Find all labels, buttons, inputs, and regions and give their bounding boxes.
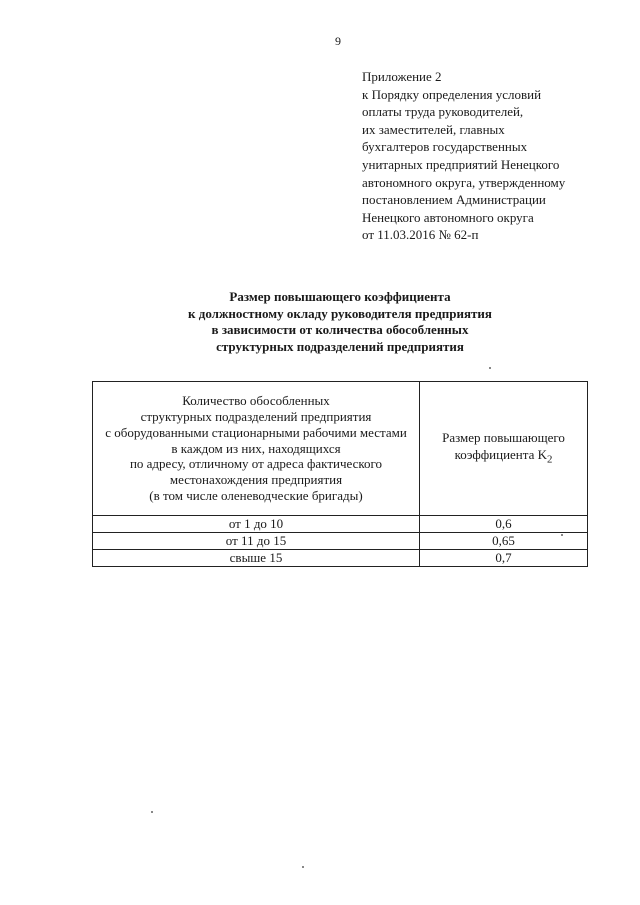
row-value: 0,6 [420, 516, 588, 533]
row-range: от 1 до 10 [93, 516, 420, 533]
row-value: 0,7 [420, 550, 588, 567]
title-line: структурных подразделений предприятия [216, 338, 464, 354]
row-range: от 11 до 15 [93, 533, 420, 550]
annex-line: постановлением Администрации [362, 192, 546, 208]
header-line: в каждом из них, находящихся [171, 440, 341, 456]
header-coefficient-label: коэффициента K [454, 446, 547, 462]
page-number: 9 [335, 34, 341, 48]
annex-block [362, 68, 565, 244]
row-value: 0,65 [420, 533, 588, 550]
annex-line: от 11.03.2016 № 62-п [362, 227, 479, 243]
header-line: Размер повышающего [442, 429, 565, 445]
annex-line: бухгалтеров государственных [362, 139, 528, 155]
header-line: Количество обособленных [182, 393, 330, 409]
annex-line: к Порядку определения условий [362, 86, 542, 102]
coefficient-table [92, 381, 588, 567]
title-line: в зависимости от количества обособленных [211, 322, 469, 337]
header-coefficient-subscript: 2 [547, 453, 553, 466]
annex-line: Приложение 2 [362, 69, 442, 84]
annex-line: их заместителей, главных [362, 121, 505, 137]
scan-speck [151, 811, 153, 813]
title-line: Размер повышающего коэффициента [229, 289, 451, 304]
table-row [93, 550, 588, 567]
annex-line: автономного округа, утвержденному [362, 174, 566, 190]
annex-line: унитарных предприятий Ненецкого [362, 156, 560, 172]
scan-speck [489, 367, 491, 369]
annex-line: оплаты труда руководителей, [362, 104, 524, 120]
table-row [93, 533, 588, 550]
header-line: местонахождения предприятия [169, 472, 343, 488]
annex-line: Ненецкого автономного округа [362, 209, 534, 225]
header-line: по адресу, отличному от адреса фактического [129, 456, 383, 472]
header-cell-coefficient [420, 382, 588, 516]
header-line [420, 446, 587, 469]
row-range: свыше 15 [93, 550, 420, 567]
scan-speck [302, 866, 304, 868]
table-row [93, 516, 588, 533]
title-line: к должностному окладу руководителя предприятия [188, 305, 492, 321]
header-line: с оборудованными стационарными рабочими местами [105, 424, 407, 440]
scan-speck [561, 534, 563, 536]
header-cell-count [93, 382, 420, 516]
header-line: (в том числе оленеводческие бригады) [149, 487, 363, 503]
header-line: структурных подразделений предприятия [140, 409, 372, 424]
document-title [110, 289, 570, 355]
table-header-row [93, 382, 588, 516]
